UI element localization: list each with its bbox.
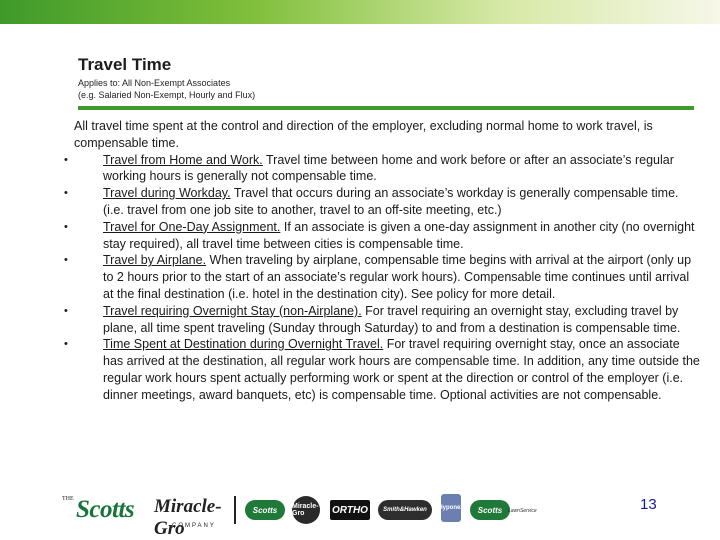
bullet-text: If an associate is given a one-day assignment in another city (no overnight stay required), all travel time between cities is compensable time. bbox=[103, 219, 695, 251]
bullet-text: For travel requiring an overnight stay, excluding travel by plane, all time spent traveling (Sunday through Saturday) to and from a destination is compensable time. bbox=[103, 303, 681, 335]
bullet-heading: Travel requiring Overnight Stay (non-Airplane). bbox=[103, 303, 362, 318]
bullet-text: When traveling by airplane, compensable time begins with arrival at the airport (only up to 2 hours prior to the start of an associate’s regular work hours). Compensable time continues until arrival at the final destination (i.e. hotel in the destination city). See policy for more detail. bbox=[103, 253, 692, 301]
bullet-icon: • bbox=[64, 304, 68, 317]
page-number: 13 bbox=[640, 496, 657, 513]
title-divider bbox=[78, 106, 694, 110]
lawnservice-text: LawnService bbox=[508, 508, 537, 514]
footer-logo-bar bbox=[0, 488, 720, 539]
miraclegro-brand-logo: Miracle-Gro bbox=[292, 496, 320, 524]
bullet-heading: Travel from Home and Work. bbox=[103, 152, 263, 167]
logo-miraclegro-text: Miracle-Gro bbox=[154, 496, 222, 539]
scotts-miracle-gro-logo bbox=[62, 494, 232, 539]
logo-company-text: COMPANY bbox=[172, 523, 216, 529]
bullet-icon: • bbox=[64, 254, 68, 267]
ortho-brand-logo: ORTHO bbox=[330, 500, 370, 520]
list-item bbox=[60, 185, 700, 219]
list-item bbox=[60, 152, 700, 186]
logo-the-text: THE bbox=[62, 496, 74, 502]
bullet-text: Travel time between home and work before or after an associate’s regular working hours is generally not compensable time. bbox=[103, 152, 674, 184]
bullet-icon: • bbox=[64, 153, 68, 166]
intro-paragraph: All travel time spent at the control and direction of the employer, excluding normal home to work travel, is compensable time. bbox=[74, 119, 653, 150]
bullet-icon: • bbox=[64, 187, 68, 200]
list-item bbox=[60, 252, 700, 302]
header-gradient-band bbox=[0, 0, 720, 24]
logo-scotts-text: Scotts bbox=[76, 496, 135, 523]
scotts-brand-logo: Scotts bbox=[245, 500, 285, 520]
policy-bullet-list bbox=[60, 152, 700, 404]
list-item bbox=[60, 219, 700, 253]
applies-to-examples: (e.g. Salaried Non-Exempt, Hourly and Flux) bbox=[78, 90, 256, 100]
bullet-text: For travel requiring overnight stay, once an associate has arrived at the destination, all regular work hours are compensable time. In addition, any time outside the regular work hours spent actually performing work or spent at the direction or control of the employer (i.e. dinner meetings, award banquets, etc) is compensable time. Optional activities are not compensable. bbox=[103, 337, 700, 402]
bullet-heading: Travel for One-Day Assignment. bbox=[103, 219, 281, 234]
bullet-heading: Travel during Workday. bbox=[103, 186, 231, 201]
smith-hawken-brand-logo: Smith&Hawken bbox=[378, 500, 432, 520]
logo-divider bbox=[234, 496, 236, 524]
bullet-text: Travel that occurs during an associate’s workday is generally compensable time. (i.e. travel from one job site to another, travel to an off-site meeting, etc.) bbox=[103, 186, 679, 217]
list-item bbox=[60, 303, 700, 337]
page-title: Travel Time bbox=[78, 55, 172, 74]
bullet-icon: • bbox=[64, 338, 68, 351]
policy-body bbox=[60, 118, 700, 404]
applies-to-note bbox=[78, 77, 255, 101]
hyponex-brand-logo: Hyponex bbox=[441, 494, 461, 522]
list-item bbox=[60, 336, 700, 403]
applies-to-line: Applies to: All Non-Exempt Associates bbox=[78, 78, 231, 88]
bullet-heading: Time Spent at Destination during Overnight Travel. bbox=[103, 337, 384, 352]
bullet-heading: Travel by Airplane. bbox=[103, 253, 207, 268]
bullet-icon: • bbox=[64, 220, 68, 233]
scotts-lawnservice-brand-logo: Scotts bbox=[470, 500, 510, 520]
